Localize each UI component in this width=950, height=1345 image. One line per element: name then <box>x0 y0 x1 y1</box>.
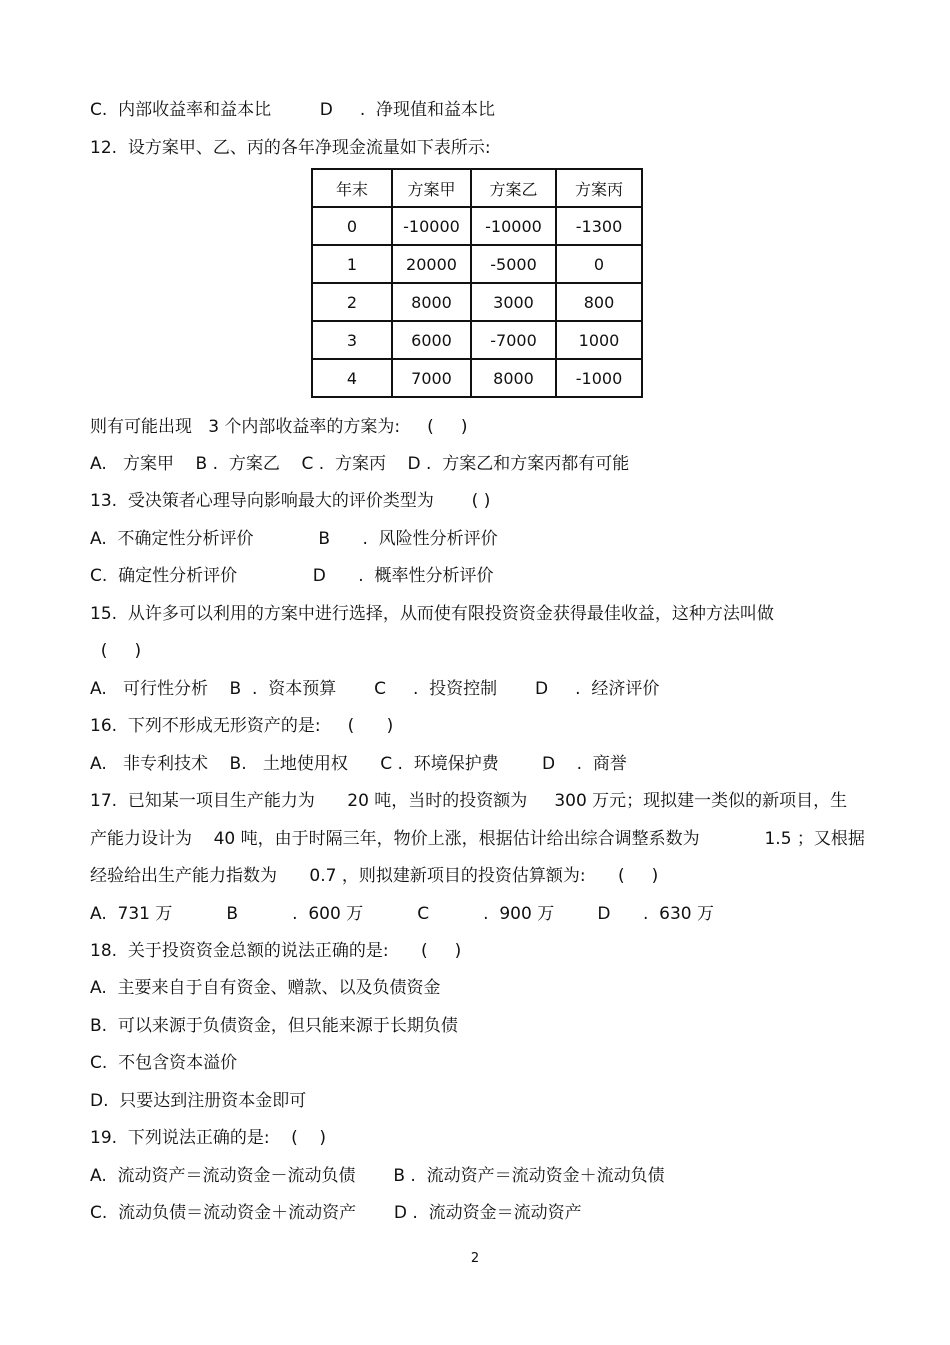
question-17-line2: 产能力设计为 40 吨，由于时隔三年，物价上涨，根据估计给出综合调整系数为 1.5 ；又根据 <box>90 829 865 849</box>
table-cell: 4 <box>312 359 392 397</box>
question-13-options-ab: A. 不确定性分析评价 B . 风险性分析评价 <box>90 529 498 549</box>
table-row <box>312 245 642 283</box>
table-row <box>312 321 642 359</box>
table-cell: 2 <box>312 283 392 321</box>
question-18-option-d: D. 只要达到注册资本金即可 <box>90 1091 307 1111</box>
table-cell: 7000 <box>392 359 471 397</box>
question-12-prompt: 则有可能出现 3 个内部收益率的方案为: ( ) <box>90 417 468 437</box>
question-18-option-a: A. 主要来自于自有资金、赠款、以及负债资金 <box>90 978 441 998</box>
question-19-options-ab: A. 流动资产＝流动资金－流动负债 B . 流动资产＝流动资金＋流动负债 <box>90 1166 665 1186</box>
table-header-row <box>312 169 642 207</box>
table-cell: -1300 <box>556 207 642 245</box>
question-18-option-b: B. 可以来源于负债资金，但只能来源于长期负债 <box>90 1016 458 1036</box>
table-row <box>312 359 642 397</box>
table-cell: 3 <box>312 321 392 359</box>
question-17-line1: 17. 已知某一项目生产能力为 20 吨，当时的投资额为 300 万元；现拟建一类似的新项目，生 <box>90 791 848 811</box>
table-cell: 1000 <box>556 321 642 359</box>
question-12: 12. 设方案甲、乙、丙的各年净现金流量如下表所示: <box>90 138 491 158</box>
table-cell: 0 <box>312 207 392 245</box>
table-row <box>312 283 642 321</box>
table-cell: 0 <box>556 245 642 283</box>
question-18: 18. 关于投资资金总额的说法正确的是: ( ) <box>90 941 462 961</box>
table-cell: 3000 <box>471 283 556 321</box>
table-cell: 20000 <box>392 245 471 283</box>
question-19: 19. 下列说法正确的是: ( ) <box>90 1128 327 1148</box>
question-18-option-c: C. 不包含资本溢价 <box>90 1053 238 1073</box>
table-cell: -10000 <box>471 207 556 245</box>
table-header-cell: 方案丙 <box>556 169 642 207</box>
page-number: 2 <box>470 1251 480 1266</box>
question-16-options: A. 非专利技术 B. 土地使用权 C . 环境保护费 D . 商誉 <box>90 754 627 774</box>
question-17-options: A. 731 万 B . 600 万 C . 900 万 D . 630 万 <box>90 904 715 924</box>
table-cell: 8000 <box>392 283 471 321</box>
table-cell: -5000 <box>471 245 556 283</box>
question-15-options: A. 可行性分析 B . 资本预算 C . 投资控制 D . 经济评价 <box>90 679 660 699</box>
question-16: 16. 下列不形成无形资产的是: ( ) <box>90 716 394 736</box>
table-cell: -1000 <box>556 359 642 397</box>
table-cell: -7000 <box>471 321 556 359</box>
question-17-line3: 经验给出生产能力指数为 0.7 ，则拟建新项目的投资估算额为: ( ) <box>90 866 659 886</box>
question-19-options-cd: C. 流动负债＝流动资金＋流动资产 D . 流动资金＝流动资产 <box>90 1203 582 1223</box>
table-cell: 6000 <box>392 321 471 359</box>
table-header-cell: 方案甲 <box>392 169 471 207</box>
table-cell: 800 <box>556 283 642 321</box>
question-13: 13. 受决策者心理导向影响最大的评价类型为 ( ) <box>90 491 491 511</box>
table-cell: 1 <box>312 245 392 283</box>
table-header-cell: 年末 <box>312 169 392 207</box>
table-cell: 8000 <box>471 359 556 397</box>
question-15-paren: ( ) <box>90 641 142 661</box>
cash-flow-table <box>311 168 643 398</box>
table-header-cell: 方案乙 <box>471 169 556 207</box>
question-12-options: A. 方案甲 B . 方案乙 C . 方案丙 D . 方案乙和方案丙都有可能 <box>90 454 630 474</box>
question-15: 15. 从许多可以利用的方案中进行选择，从而使有限投资资金获得最佳收益，这种方法叫做 <box>90 604 774 624</box>
table-row <box>312 207 642 245</box>
table-cell: -10000 <box>392 207 471 245</box>
q11-options-cd: C. 内部收益率和益本比 D . 净现值和益本比 <box>90 100 496 120</box>
question-13-options-cd: C. 确定性分析评价 D . 概率性分析评价 <box>90 566 494 586</box>
